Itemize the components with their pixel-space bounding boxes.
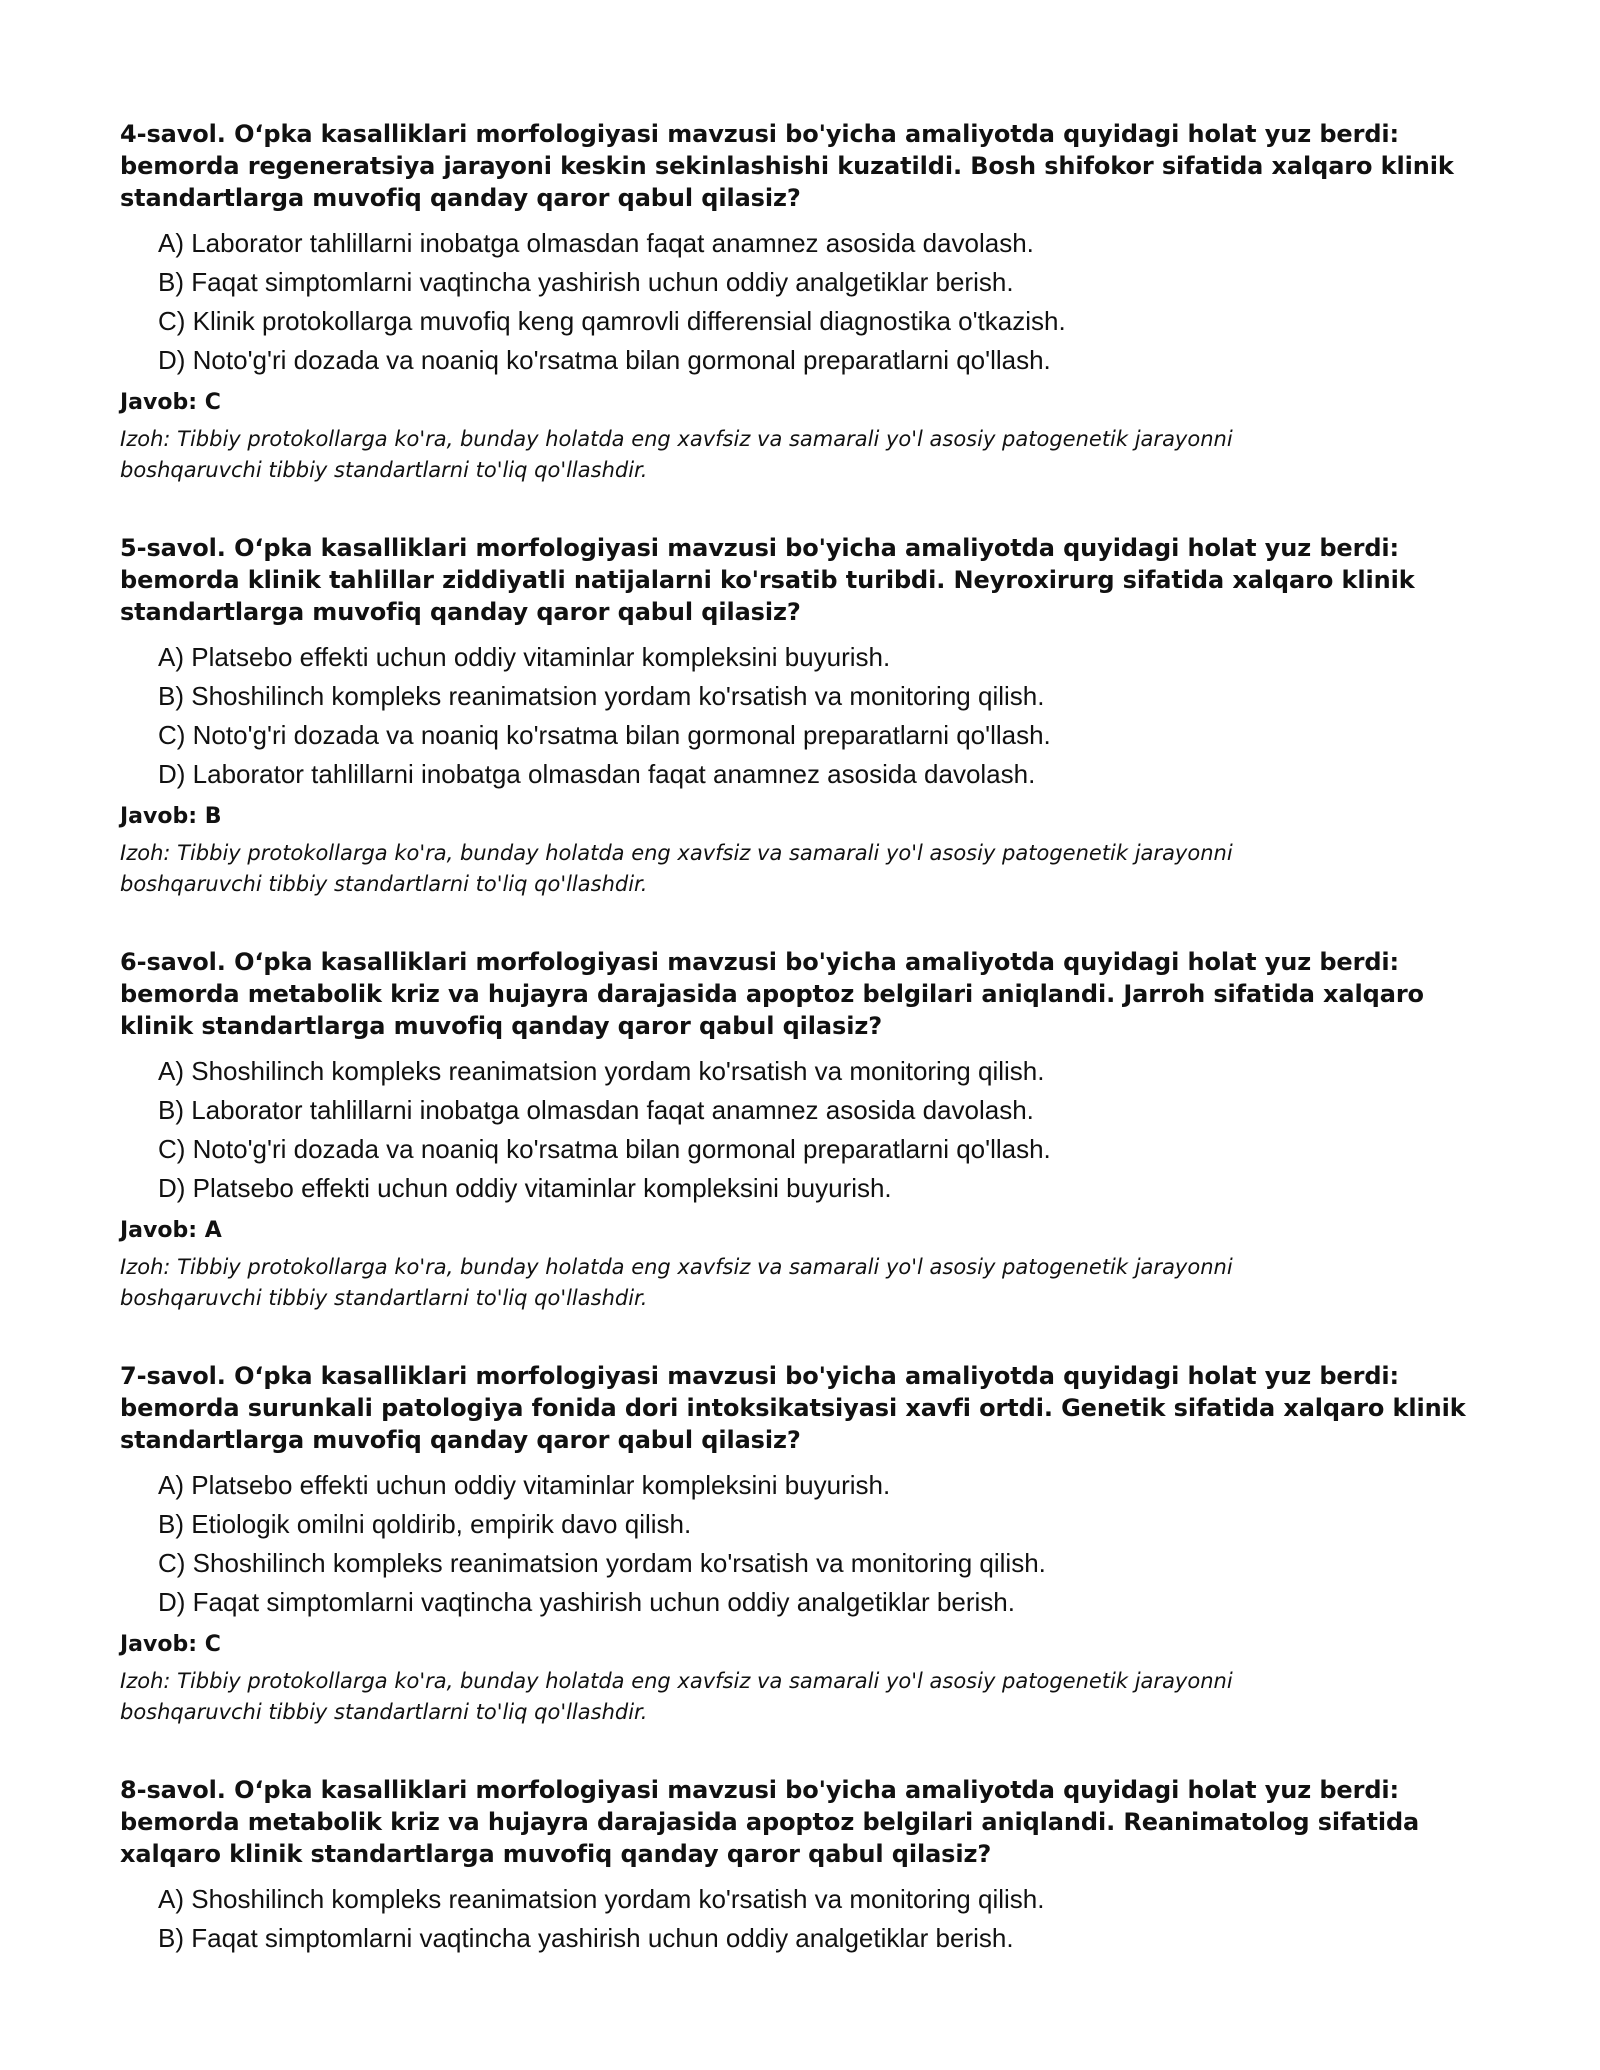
- option-a: A) Shoshilinch kompleks reanimatsion yordam ko'rsatish va monitoring qilish.: [158, 1884, 1045, 1914]
- explanation-text: Izoh: Tibbiy protokollarga ko'ra, bunday holatda eng xavfsiz va samarali yo'l asosiy patogenetik jarayonni boshqaruvchi tibbiy standartlarni to'liq qo'llashdir.: [120, 1255, 1233, 1310]
- option-b: B) Shoshilinch kompleks reanimatsion yordam ko'rsatish va monitoring qilish.: [158, 681, 1045, 711]
- option-c: C) Klinik protokollarga muvofiq keng qamrovli differensial diagnostika o'tkazish.: [158, 306, 1066, 336]
- answer-label: Javob: B: [120, 804, 222, 829]
- question-text: 8-savol. O‘pka kasalliklari morfologiyasi mavzusi bo'yicha amaliyotda quyidagi holat yuz berdi: bemorda metabolik kriz va hujayra darajasida apoptoz belgilari aniqlandi. Reanimatolog sifatida xalqaro klinik standartlarga muvofiq qanday qaror qabul qilasiz?: [120, 1776, 1420, 1868]
- option-c: C) Noto'g'ri dozada va noaniq ko'rsatma bilan gormonal preparatlarni qo'llash.: [158, 1134, 1051, 1164]
- option-c: C) Shoshilinch kompleks reanimatsion yordam ko'rsatish va monitoring qilish.: [158, 1548, 1046, 1578]
- options-list: [158, 638, 1500, 794]
- options-list: [158, 1052, 1500, 1208]
- question-block: [120, 1360, 1500, 1728]
- option-a: A) Platsebo effekti uchun oddiy vitaminlar kompleksini buyurish.: [158, 642, 891, 672]
- explanation-text: Izoh: Tibbiy protokollarga ko'ra, bunday holatda eng xavfsiz va samarali yo'l asosiy patogenetik jarayonni boshqaruvchi tibbiy standartlarni to'liq qo'llashdir.: [120, 841, 1233, 896]
- answer-label: Javob: C: [120, 390, 221, 415]
- option-a: A) Platsebo effekti uchun oddiy vitaminlar kompleksini buyurish.: [158, 1470, 891, 1500]
- option-b: B) Laborator tahlillarni inobatga olmasdan faqat anamnez asosida davolash.: [158, 1095, 1034, 1125]
- explanation-text: Izoh: Tibbiy protokollarga ko'ra, bunday holatda eng xavfsiz va samarali yo'l asosiy patogenetik jarayonni boshqaruvchi tibbiy standartlarni to'liq qo'llashdir.: [120, 1669, 1233, 1724]
- option-c: C) Noto'g'ri dozada va noaniq ko'rsatma bilan gormonal preparatlarni qo'llash.: [158, 720, 1051, 750]
- option-a: A) Laborator tahlillarni inobatga olmasdan faqat anamnez asosida davolash.: [158, 228, 1034, 258]
- option-d: D) Noto'g'ri dozada va noaniq ko'rsatma bilan gormonal preparatlarni qo'llash.: [158, 345, 1051, 375]
- question-block: [120, 1774, 1500, 1958]
- question-text: 7-savol. O‘pka kasalliklari morfologiyasi mavzusi bo'yicha amaliyotda quyidagi holat yuz berdi: bemorda surunkali patologiya fonida dori intoksikatsiyasi xavfi ortdi. Genetik sifatida xalqaro klinik standartlarga muvofiq qanday qaror qabul qilasiz?: [120, 1362, 1466, 1454]
- option-a: A) Shoshilinch kompleks reanimatsion yordam ko'rsatish va monitoring qilish.: [158, 1056, 1045, 1086]
- option-d: D) Platsebo effekti uchun oddiy vitaminlar kompleksini buyurish.: [158, 1173, 892, 1203]
- explanation-text: Izoh: Tibbiy protokollarga ko'ra, bunday holatda eng xavfsiz va samarali yo'l asosiy patogenetik jarayonni boshqaruvchi tibbiy standartlarni to'liq qo'llashdir.: [120, 427, 1233, 482]
- options-list: [158, 224, 1500, 380]
- option-b: B) Etiologik omilni qoldirib, empirik davo qilish.: [158, 1509, 692, 1539]
- answer-label: Javob: C: [120, 1632, 221, 1657]
- option-d: D) Laborator tahlillarni inobatga olmasdan faqat anamnez asosida davolash.: [158, 759, 1036, 789]
- question-text: 6-savol. O‘pka kasalliklari morfologiyasi mavzusi bo'yicha amaliyotda quyidagi holat yuz berdi: bemorda metabolik kriz va hujayra darajasida apoptoz belgilari aniqlandi. Jarroh sifatida xalqaro klinik standartlarga muvofiq qanday qaror qabul qilasiz?: [120, 948, 1424, 1040]
- option-b: B) Faqat simptomlarni vaqtincha yashirish uchun oddiy analgetiklar berish.: [158, 267, 1014, 297]
- question-text: 4-savol. O‘pka kasalliklari morfologiyasi mavzusi bo'yicha amaliyotda quyidagi holat yuz berdi: bemorda regeneratsiya jarayoni keskin sekinlashishi kuzatildi. Bosh shifokor sifatida xalqaro klinik standartlarga muvofiq qanday qaror qabul qilasiz?: [120, 120, 1454, 212]
- options-list: [158, 1880, 1500, 1958]
- answer-label: Javob: A: [120, 1218, 222, 1243]
- document-page: [120, 118, 1500, 1958]
- question-block: [120, 118, 1500, 486]
- question-block: [120, 532, 1500, 900]
- options-list: [158, 1466, 1500, 1622]
- option-b: B) Faqat simptomlarni vaqtincha yashirish uchun oddiy analgetiklar berish.: [158, 1923, 1014, 1953]
- question-block: [120, 946, 1500, 1314]
- question-text: 5-savol. O‘pka kasalliklari morfologiyasi mavzusi bo'yicha amaliyotda quyidagi holat yuz berdi: bemorda klinik tahlillar ziddiyatli natijalarni ko'rsatib turibdi. Neyroxirurg sifatida xalqaro klinik standartlarga muvofiq qanday qaror qabul qilasiz?: [120, 534, 1415, 626]
- option-d: D) Faqat simptomlarni vaqtincha yashirish uchun oddiy analgetiklar berish.: [158, 1587, 1015, 1617]
